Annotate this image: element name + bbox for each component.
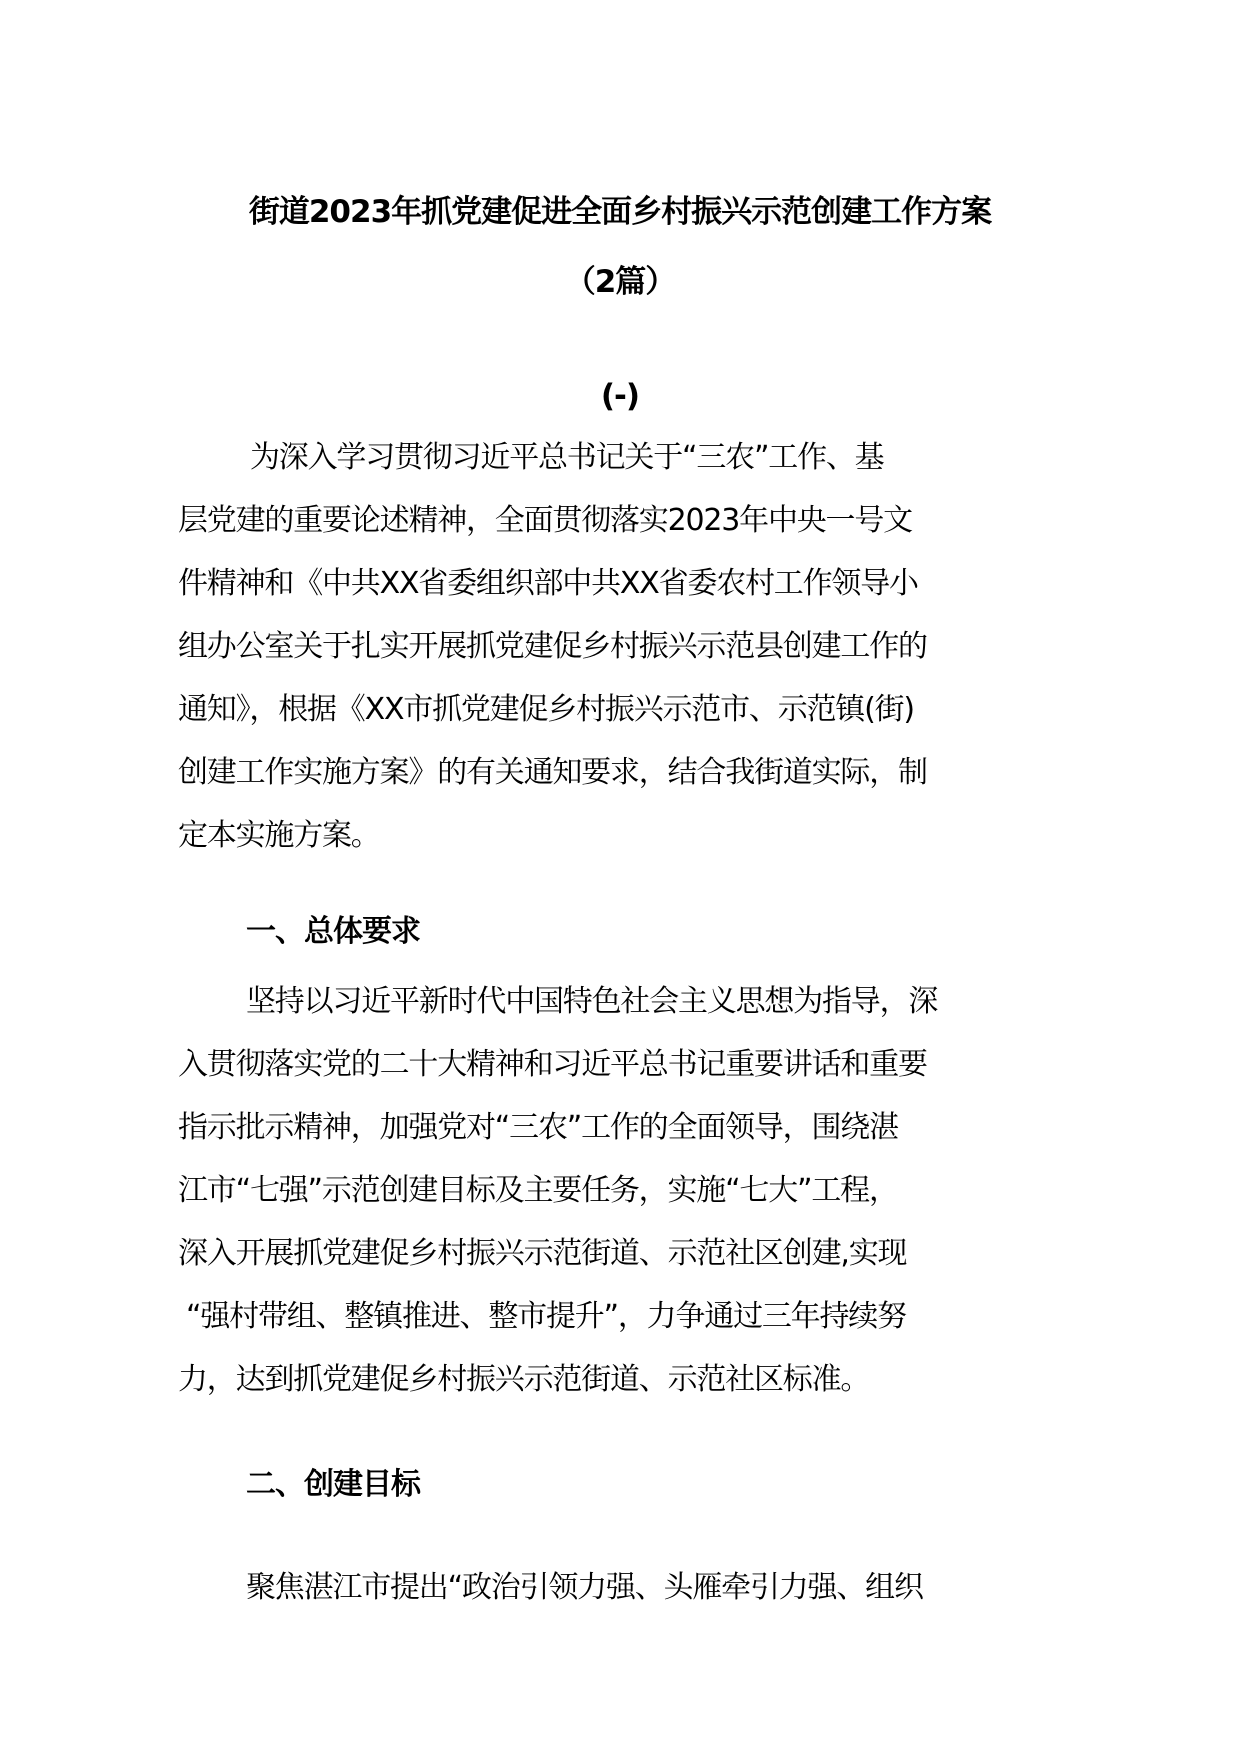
paragraph-line: 定本实施方案。 bbox=[178, 818, 380, 853]
document-title: 街道2023年抓党建促进全面乡村振兴示范创建工作方案 bbox=[248, 194, 992, 230]
paragraph-line: 入贯彻落实党的二十大精神和习近平总书记重要讲话和重要 bbox=[178, 1047, 927, 1082]
section-heading: 一、总体要求 bbox=[246, 914, 420, 949]
paragraph-line: 坚持以习近平新时代中国特色社会主义思想为指导，深 bbox=[246, 984, 938, 1019]
paragraph-line: “强村带组、整镇推进、整市提升”，力争通过三年持续努 bbox=[186, 1299, 906, 1334]
paragraph-line: 件精神和《中共XX省委组织部中共XX省委农村工作领导小 bbox=[178, 566, 918, 601]
section-heading: 二、创建目标 bbox=[246, 1467, 420, 1502]
paragraph-line: 指示批示精神，加强党对“三农”工作的全面领导，围绕湛 bbox=[178, 1110, 898, 1145]
paragraph-line: 江市“七强”示范创建目标及主要任务，实施“七大”工程， bbox=[178, 1173, 898, 1208]
paragraph-line: 深入开展抓党建促乡村振兴示范街道、示范社区创建,实现 bbox=[178, 1236, 907, 1271]
document-subtitle: （2篇） bbox=[564, 264, 676, 300]
paragraph-line: 为深入学习贯彻习近平总书记关于“三农”工作、基 bbox=[250, 440, 884, 475]
paragraph-line: 力，达到抓党建促乡村振兴示范街道、示范社区标准。 bbox=[178, 1362, 870, 1397]
paragraph-line: 创建工作实施方案》的有关通知要求，结合我街道实际，制 bbox=[178, 755, 927, 790]
paragraph-line: 层党建的重要论述精神，全面贯彻落实2023年中央一号文 bbox=[178, 503, 912, 538]
paragraph-line: 组办公室关于扎实开展抓党建促乡村振兴示范县创建工作的 bbox=[178, 629, 927, 664]
paragraph-line: 通知》，根据《XX市抓党建促乡村振兴示范市、示范镇(街) bbox=[178, 692, 914, 727]
part-label: (-) bbox=[600, 378, 640, 414]
paragraph-line: 聚焦湛江市提出“政治引领力强、头雁牵引力强、组织 bbox=[246, 1570, 923, 1605]
